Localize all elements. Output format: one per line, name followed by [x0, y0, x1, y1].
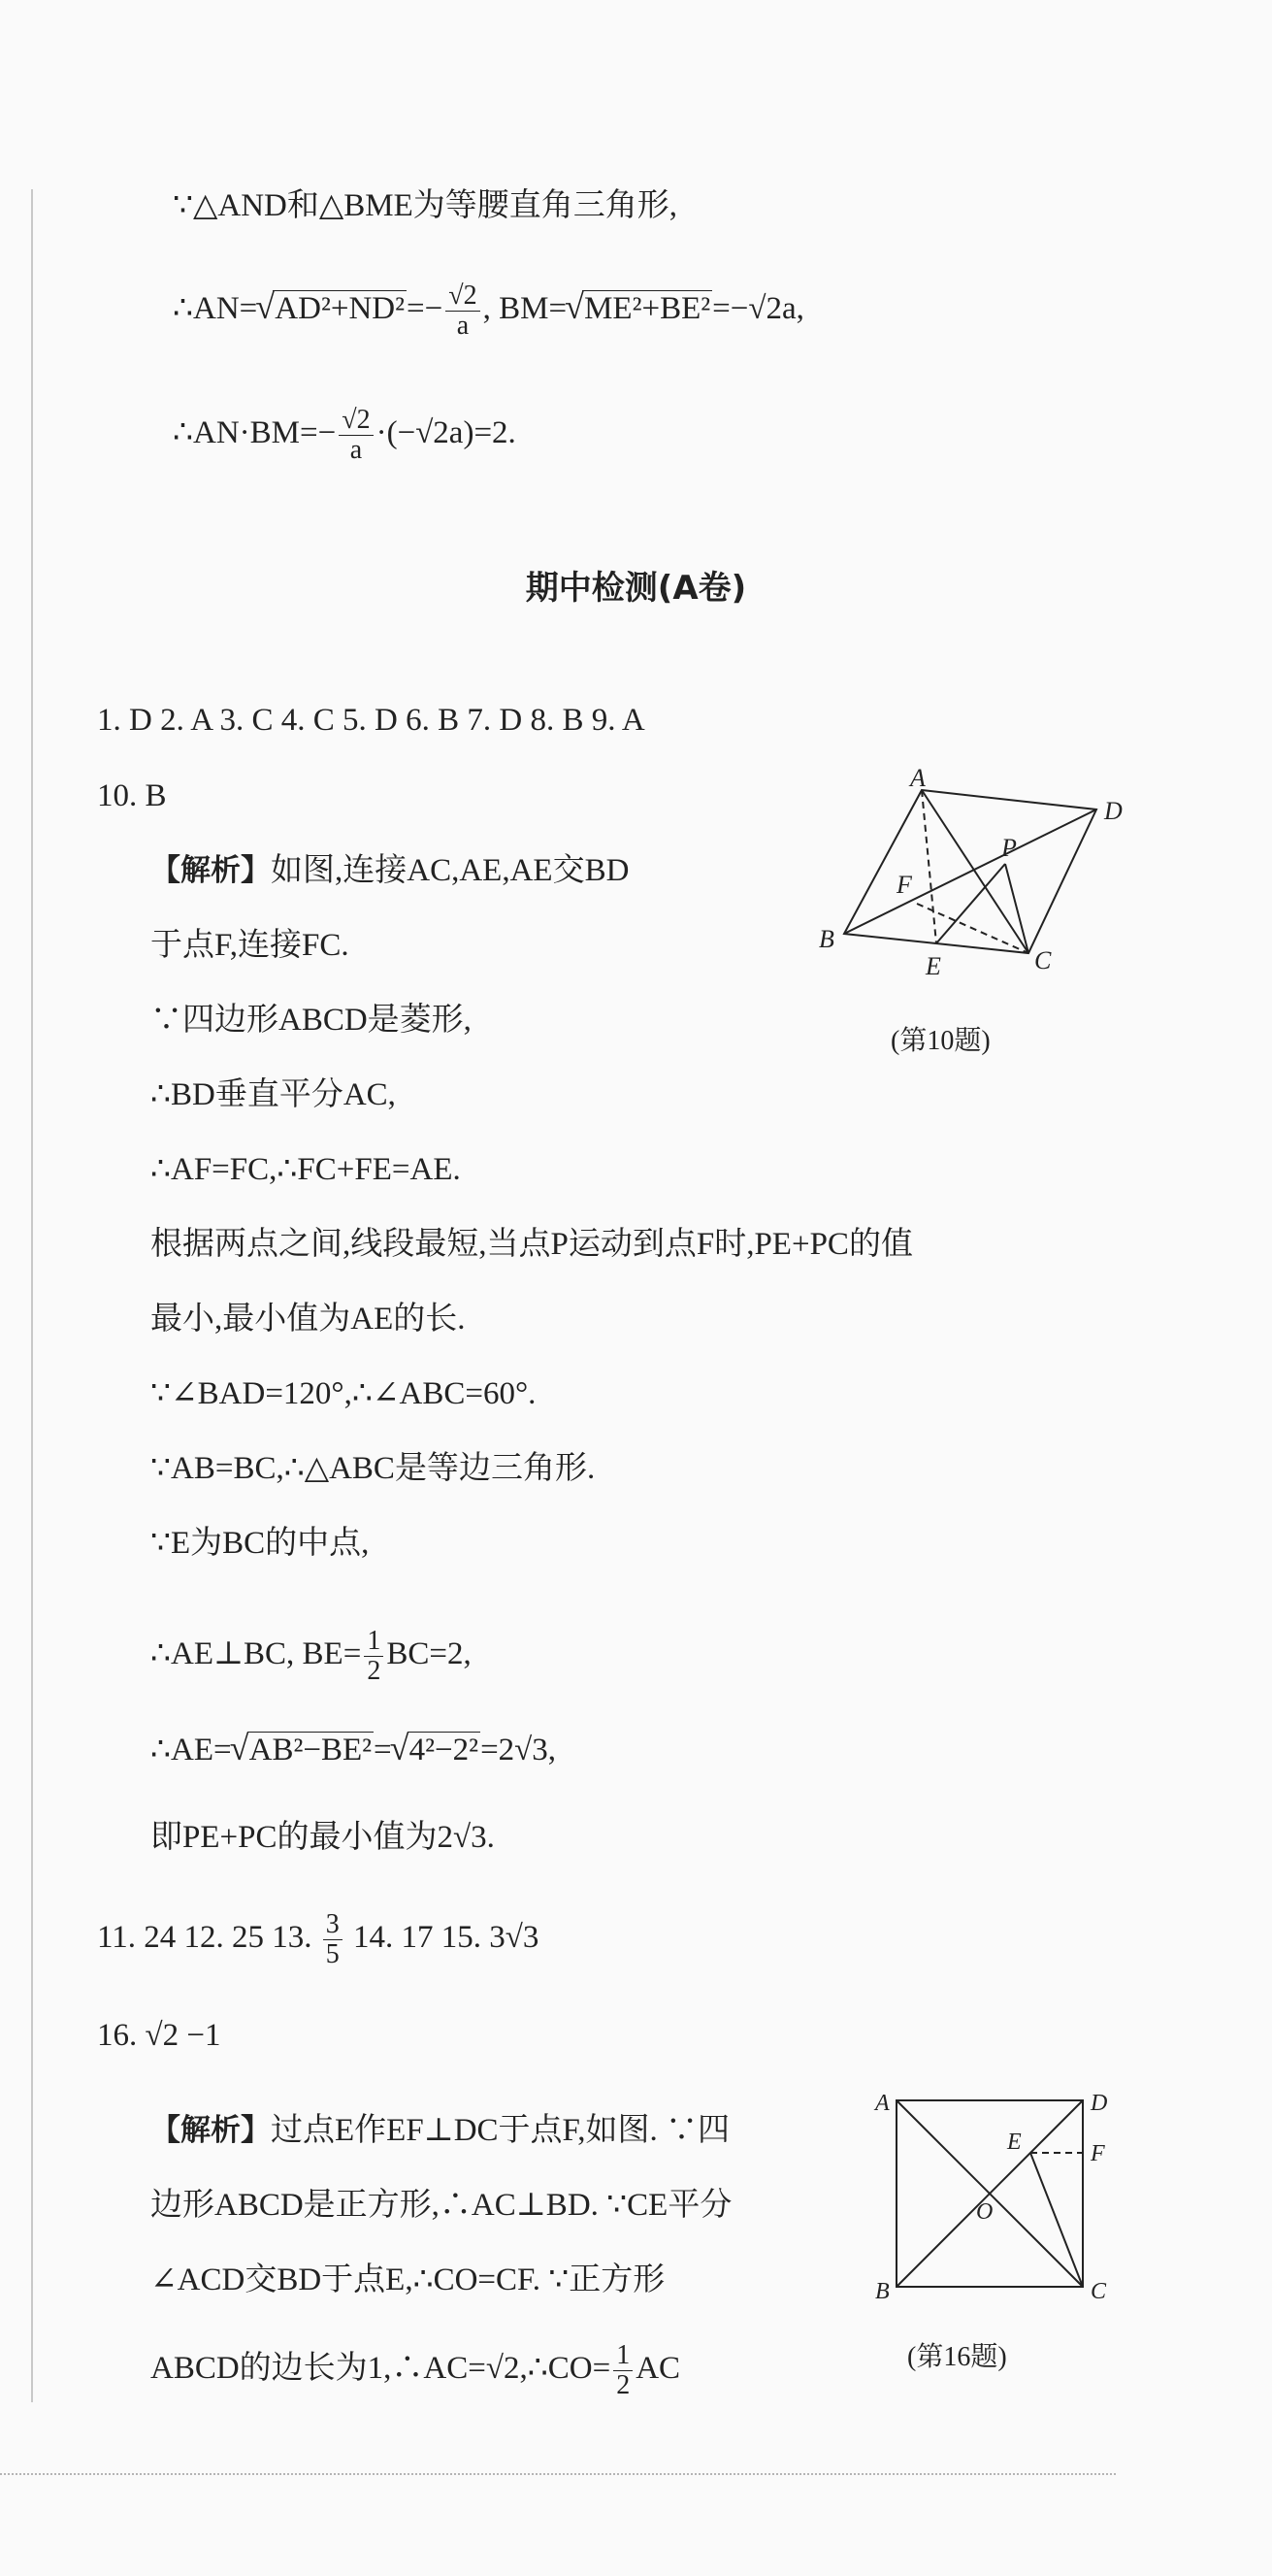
label-E: E	[1007, 2130, 1022, 2155]
q10-analysis-2: 于点F,连接FC.	[150, 928, 349, 963]
label-A: A	[910, 767, 926, 792]
label-P: P	[1001, 834, 1017, 862]
bottom-dotted-rule	[0, 2473, 1116, 2475]
q10-answer: 10. B	[97, 778, 167, 813]
caption-q10: (第10题)	[891, 1026, 991, 1056]
left-margin-line	[31, 189, 33, 2402]
figure-q16-square	[871, 2087, 1124, 2310]
figure-q10-rhombus	[815, 767, 1145, 990]
top-line-2: ∴AN=√ AD²+ND²=− $\frac{√2}{a}$ , BM=√ ME²+BE²=−√2a,	[173, 281, 804, 341]
segment-ae-dashed	[922, 790, 936, 943]
label-D: D	[1091, 2091, 1108, 2116]
top-line-3: ∴AN·BM=− $\frac{√2}{a}$ ·(−√2a)=2.	[173, 405, 516, 465]
label-A: A	[875, 2091, 890, 2116]
label-B: B	[819, 925, 834, 953]
label-D: D	[1104, 797, 1123, 825]
q10-analysis-10: ∵E为BC的中点,	[150, 1526, 370, 1561]
q16-answer: 16. √2 −1	[97, 2018, 221, 2053]
q10-analysis-7: 最小,最小值为AE的长.	[150, 1302, 466, 1337]
q10-analysis-5: ∴AF=FC,∴FC+FE=AE.	[150, 1152, 461, 1187]
label-O: O	[976, 2199, 994, 2225]
label-C: C	[1091, 2279, 1107, 2304]
q10-analysis-13: 即PE+PC的最小值为2√3.	[150, 1820, 495, 1855]
q10-analysis-11: ∴AE⊥BC, BE= $\frac{1}{2}$ BC=2,	[150, 1626, 472, 1686]
q16-analysis-3: ∠ACD交BD于点E,∴CO=CF. ∵正方形	[150, 2262, 666, 2297]
label-B: B	[875, 2279, 890, 2304]
label-C: C	[1034, 946, 1052, 974]
q10-analysis-12: ∴AE=√ AB²−BE²=√ 4²−2²=2√3,	[150, 1731, 556, 1769]
q16-analysis-2: 边形ABCD是正方形,∴AC⊥BD. ∵CE平分	[150, 2188, 733, 2223]
section-title: 期中检测(A卷)	[525, 569, 747, 608]
q16-analysis-4: ABCD的边长为1,∴AC=√2,∴CO= $\frac{1}{2}$ AC	[150, 2340, 681, 2400]
q10-analysis-4: ∴BD垂直平分AC,	[150, 1077, 396, 1112]
q10-analysis-8: ∵∠BAD=120°,∴∠ABC=60°.	[150, 1376, 537, 1411]
label-F: F	[897, 871, 912, 899]
q16-analysis-1: 【解析】过点E作EF⊥DC于点F,如图. ∵四	[150, 2113, 731, 2148]
segment-pc	[1005, 864, 1028, 953]
segment-ep	[936, 864, 1005, 943]
label-E: E	[926, 952, 941, 980]
q10-analysis-3: ∵四边形ABCD是菱形,	[150, 1003, 472, 1038]
answers-row-2: 11. 24 12. 25 13. $\frac{3}{5}$ 14. 17 15. 3√3	[97, 1909, 539, 1969]
q10-analysis-1: 【解析】如图,连接AC,AE,AE交BD	[150, 853, 630, 888]
segment-ce	[1030, 2153, 1083, 2287]
label-F: F	[1091, 2141, 1105, 2166]
q10-analysis-6: 根据两点之间,线段最短,当点P运动到点F时,PE+PC的值	[150, 1227, 913, 1262]
answers-row-1: 1. D 2. A 3. C 4. C 5. D 6. B 7. D 8. B 9. A	[97, 703, 645, 738]
caption-q16: (第16题)	[907, 2342, 1007, 2372]
top-line-1: ∵△AND和△BME为等腰直角三角形,	[173, 188, 678, 223]
diagonal-bd	[844, 809, 1096, 934]
q10-analysis-9: ∵AB=BC,∴△ABC是等边三角形.	[150, 1451, 596, 1486]
